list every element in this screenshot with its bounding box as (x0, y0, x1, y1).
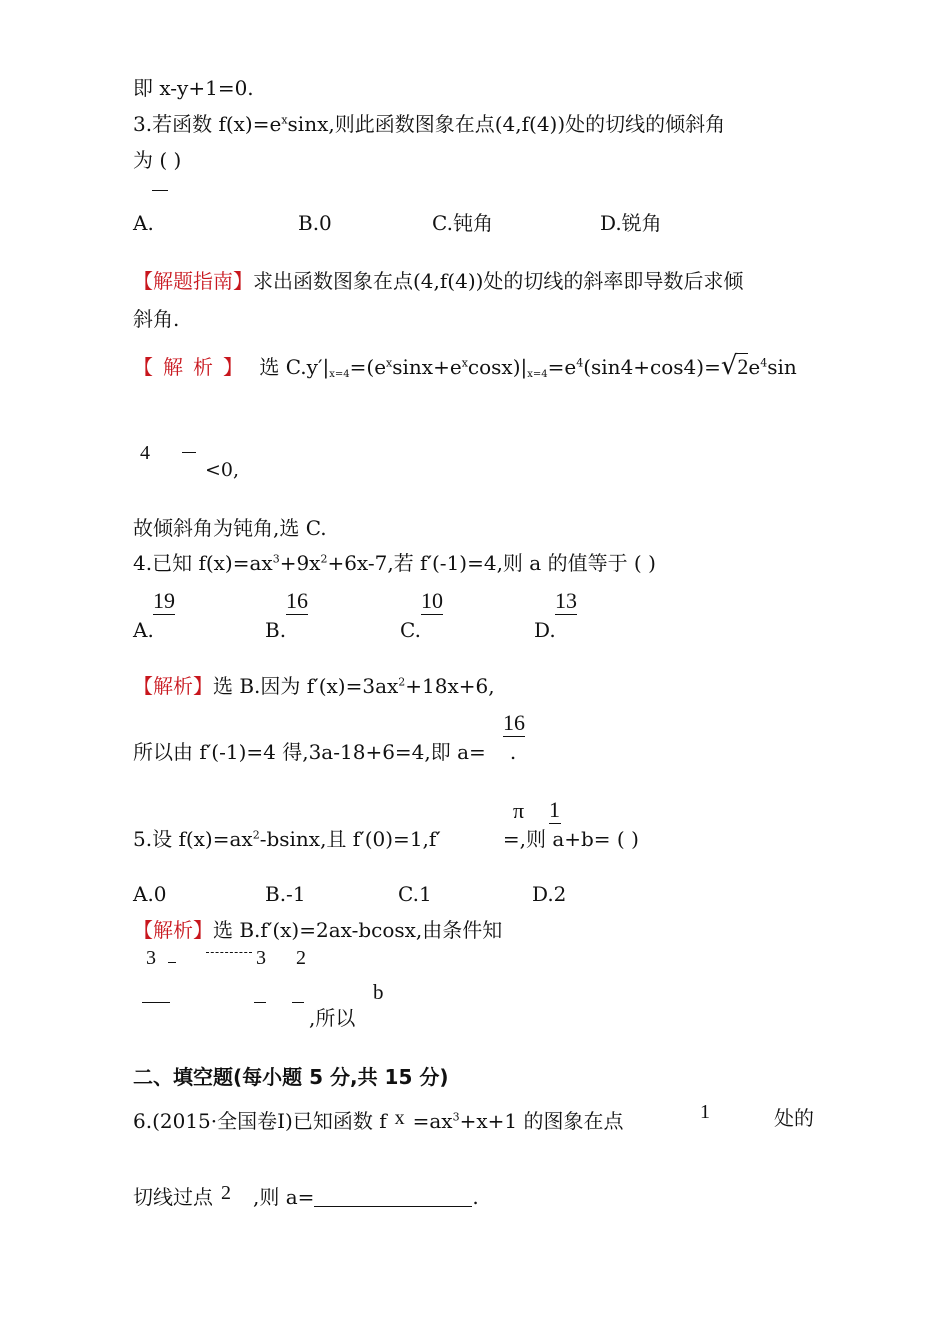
q4-option-c: C. (400, 618, 421, 642)
q3-option-b: B.0 (298, 211, 332, 235)
q6-stem-end: 处的 (774, 1106, 814, 1130)
q3-conclusion: 故倾斜角为钝角,选 C. (133, 516, 327, 540)
q3-solution: 【解析】 选 $C.y'|_{x=4}=(e^x\sin x+e^x\cos x)|_{x=4}=e^4(\sin 4+\cos 4)=√2e^4\sin$ (133, 351, 797, 381)
q5-frag-bar4 (292, 1002, 304, 1003)
sqrt-symbol: √ (720, 351, 738, 381)
prev-solution-line: 即 x-y+1=0. (133, 76, 254, 100)
q4-stem: 4.已知 $f(x)=ax^3+9x^2+6x-7$,若 f′(-1)=4,则 a 的值等于 ( ) (133, 551, 656, 575)
q4-option-a: A. (133, 618, 154, 642)
q5-frag-bar3 (254, 1002, 266, 1003)
q5-frag-3b: 3 (256, 947, 266, 969)
q5-option-c: C.1 (398, 882, 432, 906)
section-2-heading: 二、填空题(每小题 5 分,共 15 分) (133, 1065, 449, 1089)
q3-guide: 【解题指南】求出函数图象在点(4,f(4))处的切线的斜率即导数后求倾 (133, 269, 744, 293)
q3-cont-4: 4 (140, 442, 150, 464)
q5-frag-bar1 (168, 962, 176, 963)
q5-stem: 5.设 $f(x)=ax^2$-bsinx,且 f′(0)=1,f′ =,则 a+b= ( ) (133, 827, 639, 851)
q3-opt-a-fraction-bar (152, 190, 168, 191)
q6-point-1: 1 (700, 1101, 710, 1123)
q4-solution: 【解析】选 B.因为 $f'(x)=3ax^2+18x+6$, (133, 674, 495, 698)
q5-option-a: A.0 (133, 882, 167, 906)
q4-frac-10: 10 (421, 588, 443, 613)
q4-option-b: B. (265, 618, 287, 642)
guide-tag: 【解题指南】 (133, 269, 253, 293)
q3-cont-lt: <0, (205, 459, 240, 481)
q5-suoyi: ,所以 (309, 1006, 356, 1030)
q6-line2: 切线过点 2 ,则 a= . (133, 1182, 479, 1209)
q5-option-b: B.-1 (265, 882, 306, 906)
solution-tag: 【解析】 (133, 355, 253, 379)
q5-option-d: D.2 (532, 882, 567, 906)
q5-solution: 【解析】选 B.f′(x)=2ax-bcosx,由条件知 (133, 918, 503, 942)
q3-option-d: D.锐角 (600, 211, 662, 235)
q3-option-a: A. (133, 211, 154, 235)
q4-option-d: D. (534, 618, 556, 642)
q3-stem-cont: 为 ( ) (133, 148, 182, 172)
q4-frac-16: 16 (286, 588, 308, 613)
q5-frag-2: 2 (296, 947, 306, 969)
q5-frag-dash (206, 952, 252, 953)
q6-stem: 6.(2015·全国卷Ⅰ)已知函数 f $x =ax^3+x+1$ 的图象在点 (133, 1107, 624, 1133)
solution-tag: 【解析】 (133, 674, 213, 698)
q5-frag-3a: 3 (146, 947, 156, 969)
q5-pi: π (513, 798, 525, 823)
q3-stem: 3.若函数 $f(x)=e^x\sin x$,则此函数图象在点(4,f(4))处的切线的倾斜角 (133, 112, 726, 136)
q4-answer-frac: 16 (503, 710, 525, 735)
q5-frag-bar2 (142, 1002, 170, 1003)
q4-frac-19: 19 (153, 588, 175, 613)
q3-guide-cont: 斜角. (133, 307, 180, 331)
q5-one: 1 (549, 797, 560, 822)
q5-frag-b: b (373, 980, 384, 1004)
q3-option-c: C.钝角 (432, 211, 493, 235)
q4-solution-line2: 所以由 f′(-1)=4 得,3a-18+6=4,即 a= . (133, 740, 517, 764)
q3-cont-bar (182, 452, 196, 453)
solution-tag: 【解析】 (133, 918, 213, 942)
q4-frac-13: 13 (555, 588, 577, 613)
answer-blank[interactable] (314, 1188, 472, 1207)
